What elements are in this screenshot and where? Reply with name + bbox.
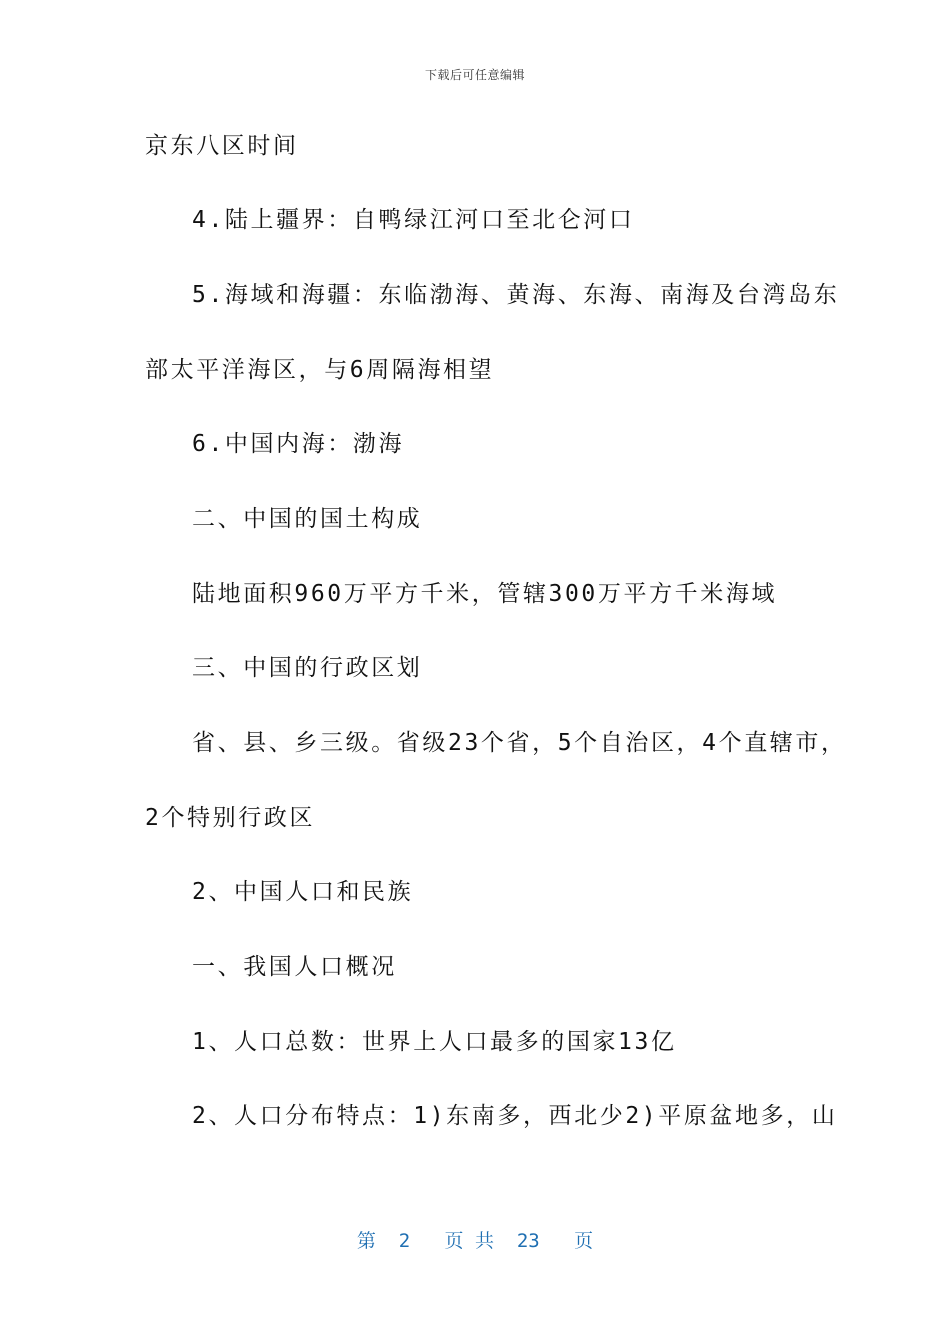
text-line: 京东八区时间 — [145, 133, 299, 159]
text-line: 1、人口总数：世界上人口最多的国家13亿 — [192, 1029, 677, 1055]
text-line: 4.陆上疆界：自鸭绿江河口至北仑河口 — [192, 207, 635, 233]
page-number-footer: 第 2 页 共 23 页 — [356, 1230, 594, 1252]
text-line: 2个特别行政区 — [145, 805, 316, 831]
text-line: 6.中国内海：渤海 — [192, 431, 405, 457]
section-heading: 三、中国的行政区划 — [192, 655, 423, 681]
section-heading: 2、中国人口和民族 — [192, 879, 414, 905]
section-heading: 一、我国人口概况 — [192, 954, 397, 980]
text-line: 5.海域和海疆：东临渤海、黄海、东海、南海及台湾岛东 — [192, 282, 840, 308]
text-line: 部太平洋海区，与6周隔海相望 — [145, 357, 495, 383]
text-line: 陆地面积960万平方千米，管辖300万平方千米海域 — [192, 581, 778, 607]
section-heading: 二、中国的国土构成 — [192, 506, 423, 532]
header-note: 下载后可任意编辑 — [424, 68, 525, 82]
text-line: 省、县、乡三级。省级23个省，5个自治区，4个直辖市， — [192, 730, 847, 756]
text-line: 2、人口分布特点：1)东南多，西北少2)平原盆地多，山 — [192, 1103, 838, 1129]
